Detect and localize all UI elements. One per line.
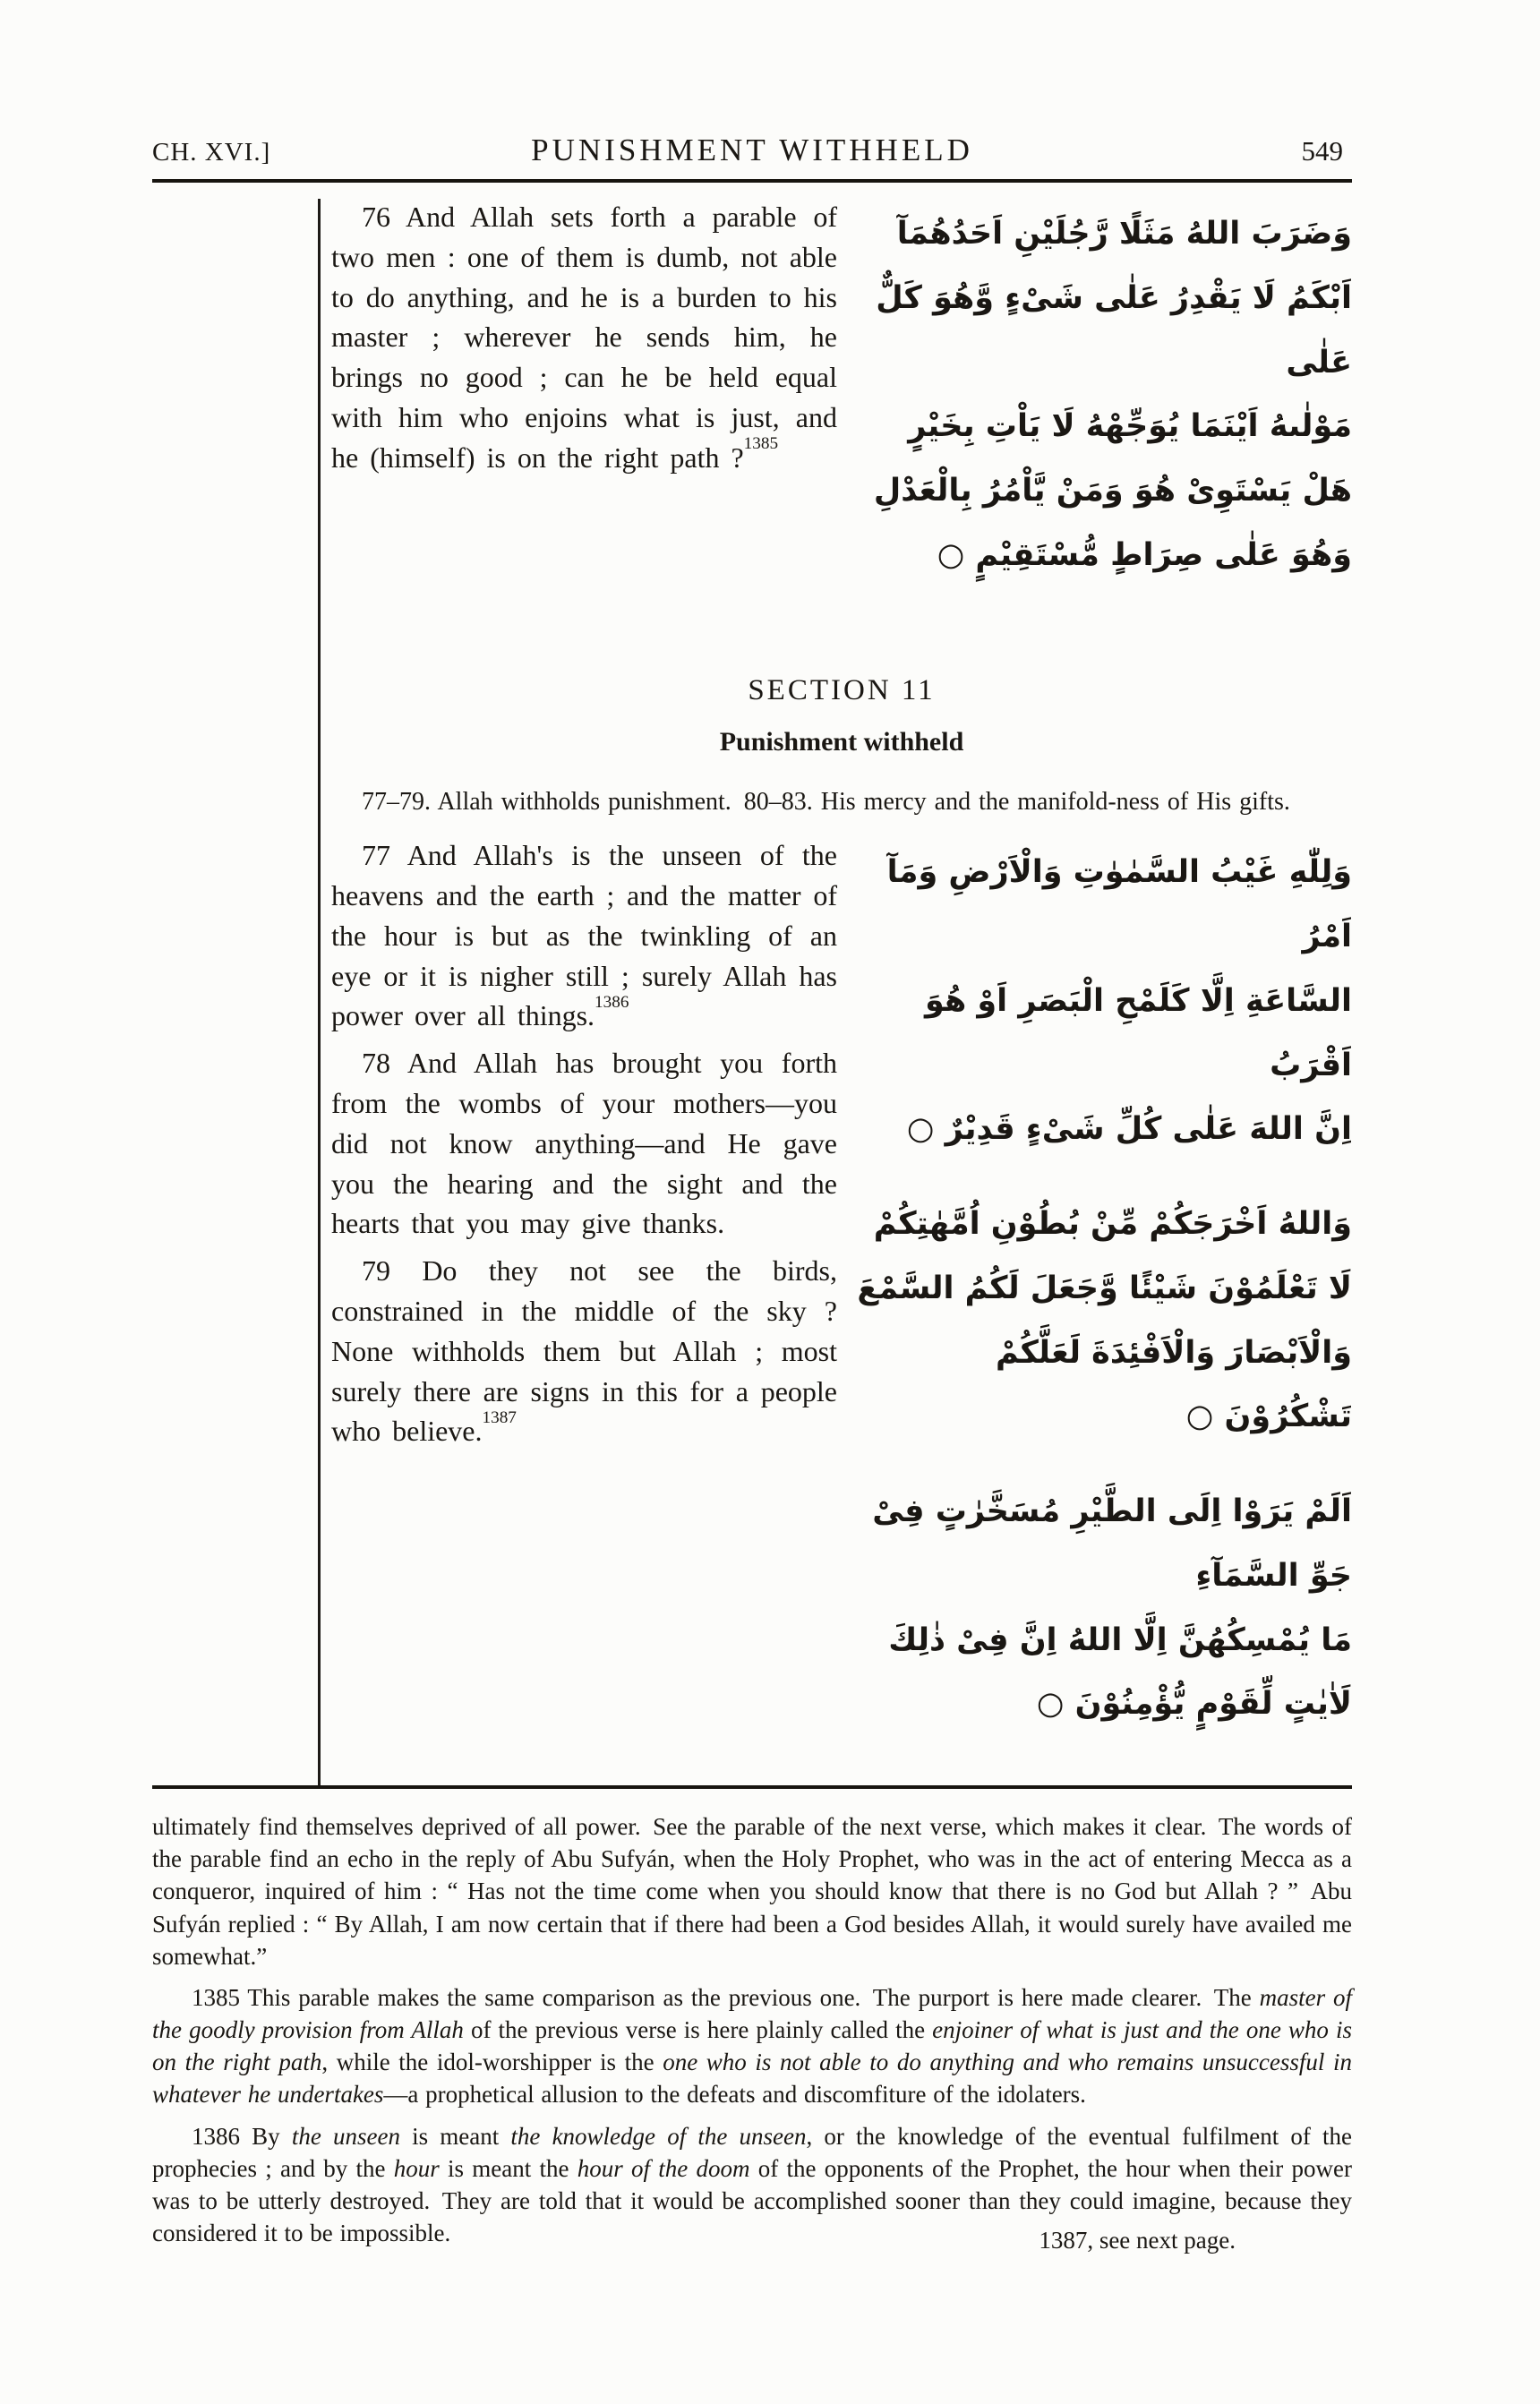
text-segment: ultimately find themselves deprived of all power. See the parable of the next verse, which makes it clear. The words of the parable find an echo in the reply of Abu Sufyán, when the Holy Prophet, who was in the act of entering Mecca as a conqueror, inquired of him : “ Has not the time come when you should know that there is no God but Allah ? ” Abu Sufyán replied : “ By Allah, I am now certain that if there had been a God besides Allah, it would surely have availed me somewhat.” [152, 1813, 1352, 1970]
text-segment: hour of the doom [577, 2154, 750, 2182]
arabic-line: وَالْاَبْصَارَ وَالْاَفْئِدَةَ لَعَلَّكُمْ [996, 1334, 1352, 1371]
footnote-ref: 1386 [595, 992, 629, 1012]
text-segment: 76 And Allah sets forth a parable of two men : one of them is dumb, not able to do anything, and he is a burden to his master ; wherever he sends him, he brings no good ; can he be held equal with him who enjoins what is just, and he (himself) is on the right path ? [331, 201, 837, 474]
text-segment: the unseen [291, 2122, 400, 2150]
verse-78-english [331, 1043, 837, 1244]
text-segment: enjoiner of what is just and the one who is on the right path [152, 2016, 1353, 2076]
verse-79-english [331, 1251, 837, 1451]
verses-77-79-row [331, 835, 1352, 1767]
text-segment: 1385 This parable makes the same comparison as the previous one. The purport is here made clearer. The [192, 1983, 1260, 2011]
english-column-verse-76 [331, 197, 837, 485]
arabic-line: لَاٰيٰتٍ لِّقَوْمٍ يُّؤْمِنُوْنَ ○ [1036, 1686, 1352, 1723]
arabic-line: مَا يُمْسِكُهُنَّ اِلَّا اللهُ اِنَّ فِىْ ذٰلِكَ [888, 1621, 1352, 1658]
page-content [152, 133, 1352, 2254]
footnote-ref: 1385 [743, 433, 779, 453]
text-segment: —a prophetical allusion to the defeats and discomfiture of the idolaters. [383, 2081, 1086, 2109]
text-segment: 79 Do they not see the birds, constrained in the middle of the sky ? None withholds them but Allah ; most surely there are signs in this for a people who believe. [331, 1254, 837, 1448]
section-summary: 77–79. Allah withholds punishment. 80–83. His mercy and the manifold-ness of His gifts. [362, 787, 1290, 816]
arabic-line: السَّاعَةِ اِلَّا كَلَمْحِ الْبَصَرِ اَوْ هُوَ اَقْرَبُ [925, 982, 1352, 1083]
text-segment: 1386 By [192, 2122, 292, 2150]
text-segment: , or the knowledge of the eventual fulfilment of the prophecies ; and by the [152, 2122, 1352, 2182]
arabic-line: مَوْلٰىهُ اَيْنَمَا يُوَجِّهْهُ لَا يَاْتِ بِخَيْرٍ [908, 408, 1352, 445]
footnote-separator [152, 1785, 1352, 1789]
main-text-area [152, 197, 1352, 1767]
arabic-line: وَهُوَ عَلٰى صِرَاطٍ مُّسْتَقِيْمٍ ○ [937, 536, 1352, 573]
verse-76-arabic [851, 202, 1352, 588]
page-title: PUNISHMENT WITHHELD [531, 133, 973, 167]
page-number: 549 [1301, 135, 1343, 167]
section-label: SECTION 11 [748, 673, 936, 706]
text-segment: is meant [399, 2122, 511, 2150]
verse-78-arabic [851, 1193, 1352, 1450]
arabic-column-verses-77-79 [851, 835, 1352, 1767]
arabic-line: اِنَّ اللهَ عَلٰى كُلِّ شَىْءٍ قَدِيْرٌ ○ [906, 1111, 1352, 1148]
text-segment: 77 And Allah's is the unseen of the heavens and the earth ; and the matter of the hour is but as the twinkling of an eye or it is nigher still ; surely Allah has power over all things. [331, 839, 837, 1032]
header-rule [152, 179, 1352, 183]
footnote-1387-pointer: 1387, see next page. [1039, 2227, 1236, 2254]
text-segment: , while the idol-worshipper is the [321, 2049, 663, 2076]
arabic-line: اَبْكَمُ لَا يَقْدِرُ عَلٰى شَىْءٍ وَّهُوَ كَلٌّ عَلٰى [876, 279, 1352, 381]
footnote-continuation [152, 1810, 1352, 1972]
verse-79-arabic [851, 1480, 1352, 1737]
text-segment: is meant the [439, 2154, 578, 2182]
verse-77-english [331, 835, 837, 1036]
english-column-verses-77-79 [331, 835, 837, 1459]
verse-76-row [331, 197, 1352, 619]
text-segment: of the previous verse is here plainly called the [463, 2016, 933, 2044]
verse-77-arabic [851, 841, 1352, 1162]
text-segment: the knowledge of the unseen [510, 2122, 807, 2150]
section-title: Punishment withheld [719, 726, 964, 757]
footnote-1385 [152, 1981, 1352, 2111]
arabic-line: تَشْكُرُوْنَ ○ [1185, 1399, 1352, 1435]
text-segment: hour [393, 2154, 440, 2182]
arabic-column-verse-76 [851, 197, 1352, 619]
text-segment: 78 And Allah has brought you forth from the wombs of your mothers—you did not know anything—and He gave you the hearing and the sight and the hearts that you may give thanks. [331, 1047, 837, 1240]
arabic-line: وَاللهُ اَخْرَجَكُمْ مِّنْ بُطُوْنِ اُمَّهٰتِكُمْ [873, 1206, 1352, 1242]
arabic-line: هَلْ يَسْتَوِىْ هُوَ وَمَنْ يَّاْمُرُ بِالْعَدْلِ [873, 473, 1352, 509]
text-segment: master of the goodly provision from Allah [152, 1983, 1352, 2044]
chapter-label: CH. XVI.] [152, 138, 271, 167]
text-segment: of the opponents of the Prophet, the hour when their power was to be utterly destroyed. They are told that it would be accomplished sooner than they could imagine, because they considered it to be impossible. [152, 2154, 1353, 2247]
arabic-line: اَلَمْ يَرَوْا اِلَى الطَّيْرِ مُسَخَّرٰتٍ فِىْ جَوِّ السَّمَآءِ [872, 1493, 1352, 1594]
text-segment: one who is not able to do anything and who remains unsuccessful in whatever he undertakes [152, 2049, 1353, 2109]
column-rule [318, 199, 321, 1785]
footnote-area [152, 1810, 1352, 2254]
footnote-ref: 1387 [482, 1407, 517, 1427]
arabic-line: لَا تَعْلَمُوْنَ شَيْئًا وَّجَعَلَ لَكُمُ السَّمْعَ [857, 1270, 1352, 1306]
arabic-line: وَضَرَبَ اللهُ مَثَلًا رَّجُلَيْنِ اَحَدُهُمَآ [896, 216, 1352, 252]
arabic-line: وَلِلّٰهِ غَيْبُ السَّمٰوٰتِ وَالْاَرْضِ وَمَآ اَمْرُ [886, 854, 1352, 954]
page-header [152, 133, 1352, 168]
verse-76-english [331, 197, 837, 478]
